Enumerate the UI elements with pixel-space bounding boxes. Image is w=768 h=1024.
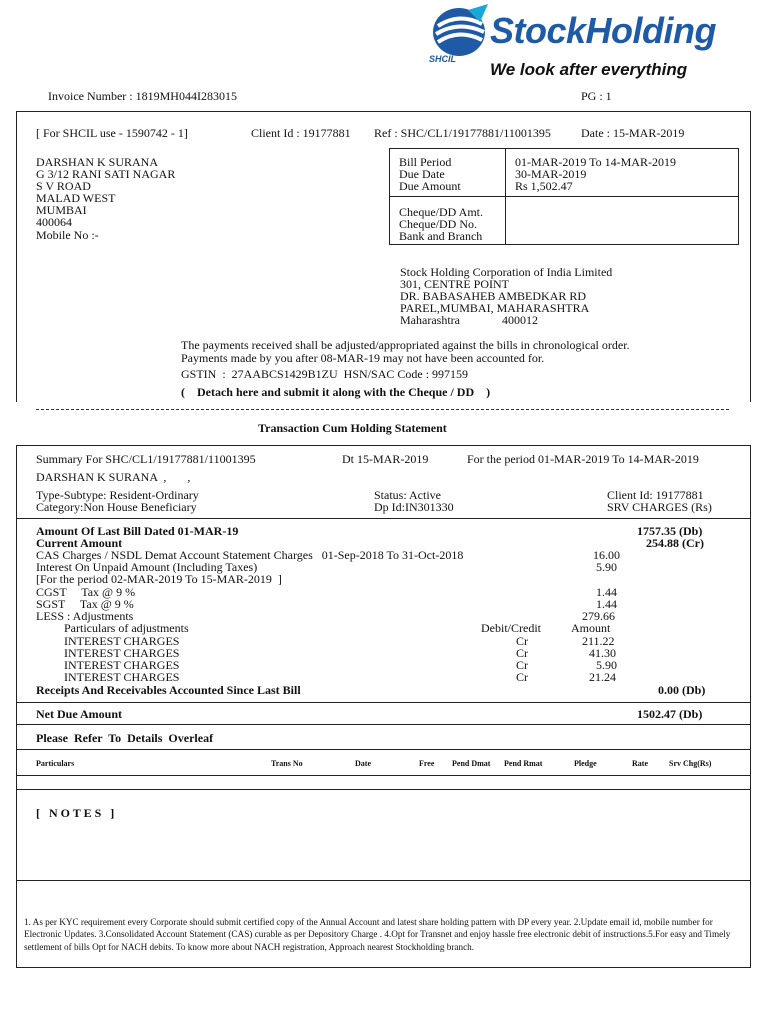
summary-date: Dt 15-MAR-2019	[342, 452, 429, 466]
cas-charges-label: CAS Charges / NSDL Demat Account Statement Charges 01-Sep-2018 To 31-Oct-2018	[36, 548, 464, 562]
address-line: MUMBAI	[36, 203, 87, 218]
table-header-srv-chg: Srv Chg(Rs)	[669, 759, 712, 768]
adjustment-dc: Cr	[516, 658, 528, 672]
footer-note: 1. As per KYC requirement every Corporate should submit certified copy of the Annual Account and latest share holding pattern with DP every year. 2.Update email id, mobile number for Electronic Updates. 3.Consolidated Account Statement (CAS) curable as per Depository Charge . 4.Opt for Transnet and enjoy hassle free electronic debit of instructions.5.For easy and Timely settlement of bills Opt for NACH debits. To know more about NACH registration, Approach nearest Stockholding branch.	[24, 917, 731, 952]
adjustment-dc: Cr	[516, 670, 528, 684]
less-adjustments-label: LESS : Adjustments	[36, 609, 134, 623]
adjustment-particular: INTEREST CHARGES	[64, 658, 180, 672]
net-due-value: 1502.47 (Db)	[637, 707, 703, 721]
adjustment-dc: Cr	[516, 634, 528, 648]
account-status: Status: Active	[374, 488, 441, 502]
cheque-amount-label: Cheque/DD Amt.	[399, 205, 483, 219]
bill-box-divider	[390, 196, 738, 197]
shcil-address-line: 301, CENTRE POINT	[400, 277, 509, 292]
refer-divider	[16, 749, 751, 750]
bill-box-vertical-divider	[505, 149, 506, 244]
period-label: [For the period 02-MAR-2019 To 15-MAR-2019 ]	[36, 572, 282, 586]
debit-credit-header: Debit/Credit	[481, 621, 541, 635]
net-due-divider-bottom	[16, 724, 751, 725]
customer-address	[36, 156, 175, 241]
shcil-address-line: PAREL,MUMBAI, MAHARASHTRA	[400, 301, 590, 316]
bill-labels	[399, 156, 461, 193]
cheque-labels	[399, 206, 483, 243]
net-due-divider-top	[16, 702, 751, 703]
table-body-divider	[16, 789, 751, 790]
table-header-pend-rmat: Pend Rmat	[504, 759, 543, 768]
adjustment-dc: Cr	[516, 646, 528, 660]
adjustment-amount: 41.30	[589, 646, 616, 660]
last-bill-label: Amount Of Last Bill Dated 01-MAR-19	[36, 524, 239, 538]
table-header-divider	[16, 775, 751, 776]
srv-charges-header: SRV CHARGES (Rs)	[607, 500, 712, 514]
statement-title: Transaction Cum Holding Statement	[258, 421, 447, 435]
receipts-value: 0.00 (Db)	[658, 683, 706, 697]
detach-instruction: ( Detach here and submit it along with the Cheque / DD )	[181, 385, 491, 399]
shcil-address	[400, 266, 612, 326]
refer-overleaf: Please Refer To Details Overleaf	[36, 731, 214, 745]
address-line: 400064	[36, 215, 72, 230]
statement-date: Date : 15-MAR-2019	[581, 126, 685, 140]
cgst-label: CGST Tax @ 9 %	[36, 585, 136, 599]
payment-note: The payments received shall be adjusted/appropriated against the bills in chronological order.	[181, 338, 630, 352]
statement-frame-right	[750, 445, 751, 968]
bill-period-value: 01-MAR-2019 To 14-MAR-2019	[515, 155, 676, 169]
adjustment-amount: 211.22	[582, 634, 615, 648]
table-header-free: Free	[419, 759, 435, 768]
detach-line	[36, 409, 729, 410]
statement-frame-bottom	[16, 967, 751, 968]
particulars-adjustments-label: Particulars of adjustments	[64, 621, 189, 635]
address-line: MALAD WEST	[36, 191, 116, 206]
adjustment-particular: INTEREST CHARGES	[64, 646, 180, 660]
notes-title: [ N O T E S ]	[36, 806, 115, 820]
due-date-label: Due Date	[399, 167, 445, 182]
shcil-use-ref: [ For SHCIL use - 1590742 - 1]	[36, 126, 188, 140]
table-header-pend-dmat: Pend Dmat	[452, 759, 491, 768]
shcil-address-line: Stock Holding Corporation of India Limited	[400, 265, 613, 279]
gstin: GSTIN : 27AABCS1429B1ZU HSN/SAC Code : 997159	[181, 367, 469, 381]
adjustment-amount: 21.24	[589, 670, 616, 684]
type-subtype: Type-Subtype: Resident-Ordinary	[36, 488, 199, 502]
company-logo	[428, 4, 728, 82]
page-number: PG : 1	[581, 89, 612, 103]
table-header-date: Date	[355, 759, 371, 768]
interest-value: 5.90	[596, 560, 617, 574]
holder-name: DARSHAN K SURANA , ,	[36, 470, 191, 484]
brand-name: StockHolding	[490, 10, 716, 51]
due-date-value: 30-MAR-2019	[515, 167, 587, 182]
brand-tagline: We look after everything	[490, 60, 688, 79]
bill-period-label: Bill Period	[399, 155, 452, 169]
dp-id: Dp Id:IN301330	[374, 500, 454, 514]
summary-client-id: Client Id: 19177881	[607, 488, 704, 502]
notes-divider	[16, 880, 751, 881]
client-id: Client Id : 19177881	[251, 126, 351, 140]
invoice-number: Invoice Number : 1819MH044I283015	[48, 89, 237, 103]
bill-values	[515, 156, 676, 193]
interest-label: Interest On Unpaid Amount (Including Taxes)	[36, 560, 258, 574]
cas-charges-value: 16.00	[593, 548, 620, 562]
table-header-particulars: Particulars	[36, 759, 75, 768]
shcil-address-line: Maharashtra 400012	[400, 313, 538, 328]
mobile-number: Mobile No :-	[36, 227, 99, 242]
adjustment-particular: INTEREST CHARGES	[64, 634, 180, 648]
table-header-trans-no: Trans No	[271, 759, 303, 768]
bill-frame-top	[16, 111, 751, 112]
address-line: DARSHAN K SURANA	[36, 155, 159, 169]
bill-frame-right	[750, 111, 751, 402]
sgst-label: SGST Tax @ 9 %	[36, 597, 134, 611]
cheque-number-label: Cheque/DD No.	[399, 217, 477, 232]
due-amount-label: Due Amount	[399, 179, 461, 194]
adjustment-particular: INTEREST CHARGES	[64, 670, 180, 684]
adjustment-amount: 5.90	[596, 658, 617, 672]
payment-note: Payments made by you after 08-MAR-19 may not have been accounted for.	[181, 351, 545, 365]
statement-frame-top	[16, 445, 751, 446]
logo-mark-text: SHCIL	[429, 54, 456, 64]
reference: Ref : SHC/CL1/19177881/11001395	[374, 126, 551, 140]
cgst-value: 1.44	[596, 585, 617, 599]
table-header-pledge: Pledge	[574, 759, 597, 768]
last-bill-value: 1757.35 (Db)	[637, 524, 703, 538]
bank-branch-label: Bank and Branch	[399, 229, 483, 244]
net-due-label: Net Due Amount	[36, 707, 122, 721]
category: Category:Non House Beneficiary	[36, 500, 197, 514]
amount-header: Amount	[571, 621, 611, 635]
table-header-rate: Rate	[632, 759, 648, 768]
receipts-label: Receipts And Receivables Accounted Since Last Bill	[36, 683, 301, 697]
address-line: G 3/12 RANI SATI NAGAR	[36, 167, 176, 182]
address-line: S V ROAD	[36, 179, 91, 194]
summary-for: Summary For SHC/CL1/19177881/11001395	[36, 452, 256, 466]
summary-period: For the period 01-MAR-2019 To 14-MAR-2019	[467, 452, 699, 466]
current-amount-label: Current Amount	[36, 536, 123, 550]
shcil-address-line: DR. BABASAHEB AMBEDKAR RD	[400, 289, 587, 304]
current-amount-value: 254.88 (Cr)	[646, 536, 704, 550]
summary-divider	[16, 518, 751, 519]
sgst-value: 1.44	[596, 597, 617, 611]
statement-frame-left	[16, 445, 17, 968]
due-amount-value: Rs 1,502.47	[515, 179, 573, 194]
bill-frame-left	[16, 111, 17, 402]
less-adjustments-value: 279.66	[582, 609, 615, 623]
